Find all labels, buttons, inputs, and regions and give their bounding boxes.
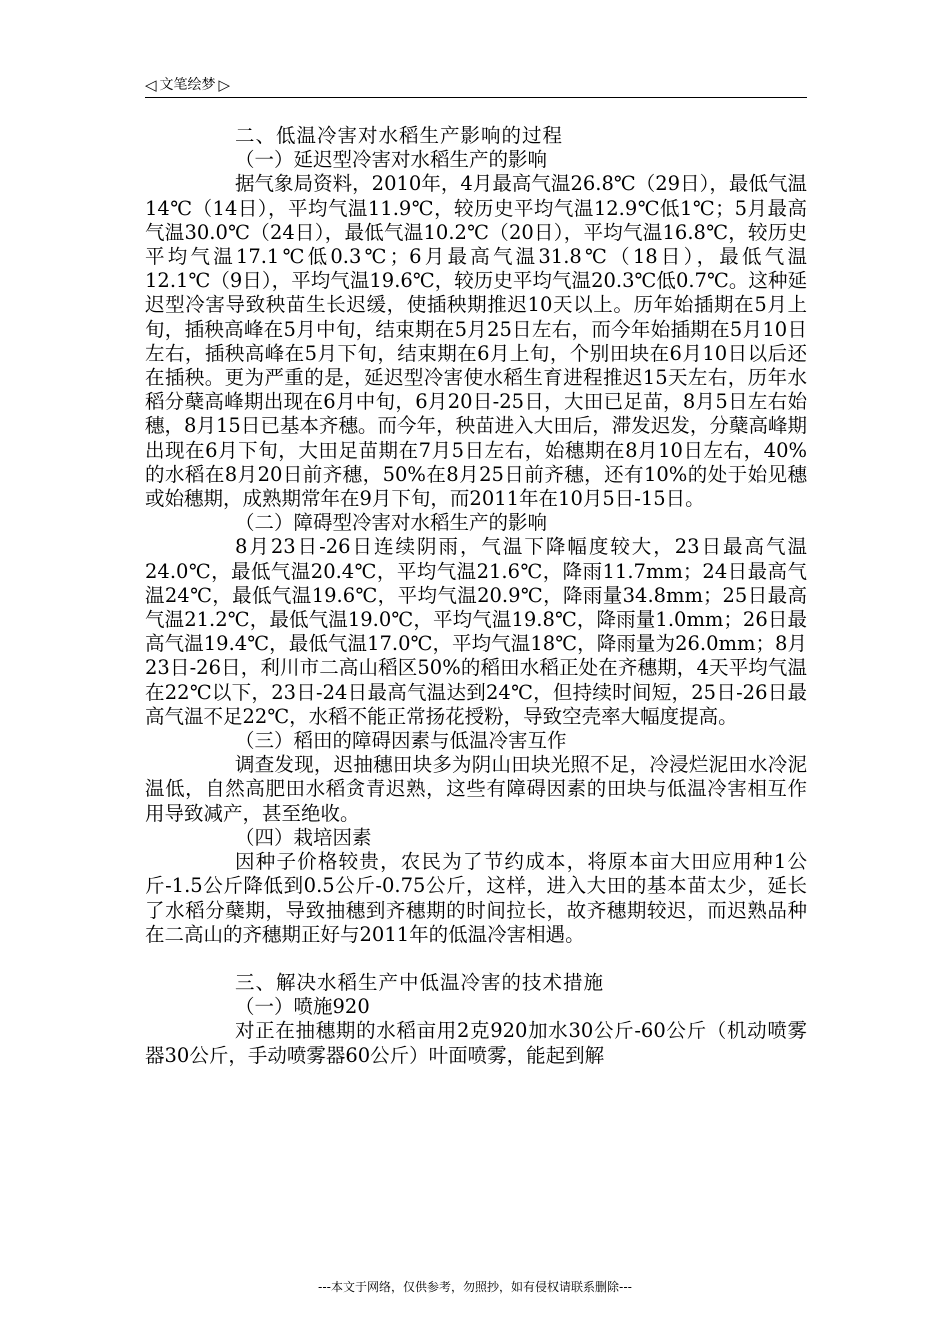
paragraph: 调查发现，迟抽穗田块多为阴山田块光照不足，冷浸烂泥田水冷泥温低，自然高肥田水稻贪青迟熟，这些有障碍因素的田块与低温冷害相互作用导致减产，甚至绝收。	[145, 753, 807, 825]
header-rule	[145, 97, 807, 98]
paragraph: 8月23日-26日连续阴雨，气温下降幅度较大，23日最高气温24.0℃，最低气温20.4℃，平均气温21.6℃，降雨11.7mm；24日最高气温24℃，最低气温19.6℃，平均气温20.9℃，降雨量34.8mm；25日最高气温21.2℃，最低气温19.0℃，平均气温19.8℃，降雨量1.0mm；26日最高气温19.4℃，最低气温17.0℃，平均气温18℃，降雨量为26.0mm；8月23日-26日，利川市二高山稻区50%的稻田水稻正处在齐穗期，4天平均气温在22℃以下，23日-24日最高气温达到24℃，但持续时间短，25日-26日最高气温不足22℃，水稻不能正常扬花授粉，导致空壳率大幅度提高。	[145, 535, 807, 728]
document-body	[145, 124, 807, 1068]
subsection-title: （一）延迟型冷害对水稻生产的影响	[235, 148, 548, 172]
paragraph: 因种子价格较贵，农民为了节约成本，将原本亩大田应用种1公斤-1.5公斤降低到0.5公斤-0.75公斤，这样，进入大田的基本苗太少，延长了水稻分蘖期，导致抽穗到齐穗期的时间拉长，故齐穗期较迟，而迟熟品种在二高山的齐穗期正好与2011年的低温冷害相遇。	[145, 850, 807, 946]
triangle-left-icon: ◁	[145, 76, 157, 94]
page-footer: ---本文于网络，仅供参考，勿照抄，如有侵权请联系删除---	[318, 1280, 632, 1294]
paragraph: 据气象局资料，2010年，4月最高气温26.8℃（29日），最低气温14℃（14日），平均气温11.9℃，较历史平均气温12.9℃低1℃；5月最高气温30.0℃（24日），最低气温10.2℃（20日），平均气温16.8℃，较历史平均气温17.1℃低0.3℃；6月最高气温31.8℃（18日），最低气温12.1℃（9日），平均气温19.6℃，较历史平均气温20.3℃低0.7℃。这种延迟型冷害导致秧苗生长迟缓，使插秧期推迟10天以上。历年始插期在5月上旬，插秧高峰在5月中旬，结束期在5月25日左右，而今年始插期在5月10日左右，插秧高峰在5月下旬，结束期在6月上旬，个别田块在6月10日以后还在插秧。更为严重的是，延迟型冷害使水稻生育进程推迟15天左右，历年水稻分蘖高峰期出现在6月中旬，6月20日-25日，大田已足苗，8月5日左右始穗，8月15日已基本齐穗。而今年，秧苗进入大田后，滞发迟发，分蘖高峰期出现在6月下旬，大田足苗期在7月5日左右，始穗期在8月10日左右，40%的水稻在8月20日前齐穗，50%在8月25日前齐穗，还有10%的处于始见穗或始穗期，成熟期常年在9月下旬，而2011年在10月5日-15日。	[145, 172, 807, 511]
section-title: 二、低温冷害对水稻生产影响的过程	[235, 124, 564, 147]
section-spacer	[145, 947, 807, 971]
subsection-title: （二）障碍型冷害对水稻生产的影响	[235, 511, 548, 535]
header-brand-text: 文笔绘梦	[159, 77, 216, 93]
subsection-title: （一）喷施920	[235, 995, 370, 1019]
subsection-title: （四）栽培因素	[235, 825, 372, 849]
triangle-right-icon: ▷	[218, 76, 231, 94]
page-header	[145, 76, 807, 96]
section-title: 三、解决水稻生产中低温冷害的技术措施	[235, 970, 605, 994]
header-brand	[145, 76, 230, 94]
subsection-title: （三）稻田的障碍因素与低温冷害互作	[235, 729, 567, 753]
paragraph: 对正在抽穗期的水稻亩用2克920加水30公斤-60公斤（机动喷雾器30公斤，手动喷雾器60公斤）叶面喷雾，能起到解	[145, 1019, 807, 1067]
